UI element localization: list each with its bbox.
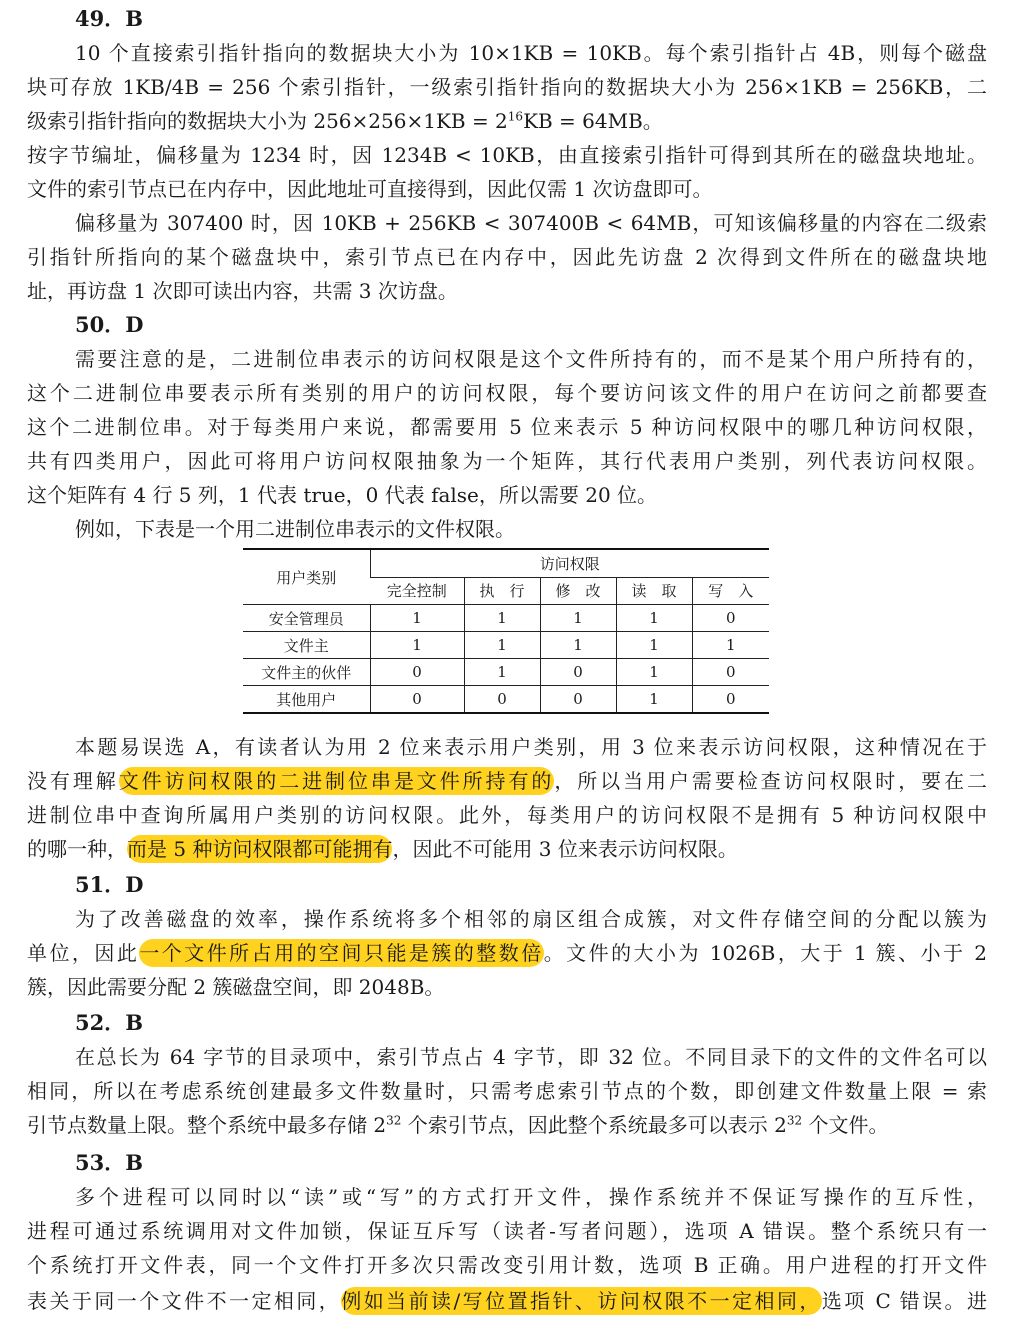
q51-line-1: 为了改善磁盘的效率，操作系统将多个相邻的扇区组合成簇，对文件存储空间的分配以簇为 (75, 907, 987, 931)
q52-line-2: 相同，所以在考虑系统创建最多文件数量时，只需考虑索引节点的个数，即创建文件数量上限 = 索 (27, 1079, 987, 1103)
col-header: 写 入 (692, 577, 769, 605)
row-name: 其他用户 (243, 686, 370, 714)
cell: 0 (692, 605, 769, 632)
q52-line-1: 在总长为 64 字节的目录项中，索引节点占 4 字节，即 32 位。不同目录下的文件的文件名可以 (75, 1045, 987, 1069)
row-name: 文件主 (243, 632, 370, 659)
q53-line-2: 进程可通过系统调用对文件加锁，保证互斥写（读者-写者问题），选项 A 错误。整个系统只有一 (27, 1219, 987, 1243)
q50-line-3: 这个二进制位串。对于每类用户来说，都需要用 5 位来表示 5 种访问权限中的哪几种访问权限， (27, 415, 987, 439)
cell: 1 (540, 632, 616, 659)
q51-line-2: 单位，因此一个文件所占用的空间只能是簇的整数倍。文件的大小为 1026B，大于 1 簇、小于 2 (27, 941, 987, 965)
cell: 1 (616, 659, 692, 686)
highlight: 而是 5 种访问权限都可能拥有 (127, 837, 393, 861)
q50-line-4: 共有四类用户，因此可将用户访问权限抽象为一个矩阵，其行代表用户类别，列代表访问权限。 (27, 449, 987, 473)
cell: 0 (692, 659, 769, 686)
table-row (243, 686, 769, 714)
col-header: 修 改 (540, 577, 616, 605)
table-row (243, 605, 769, 632)
cell: 1 (464, 605, 540, 632)
cell: 1 (464, 632, 540, 659)
q53-line-1: 多个进程可以同时以“读”或“写”的方式打开文件，操作系统并不保证写操作的互斥性， (75, 1185, 987, 1209)
q50-line-5: 这个矩阵有 4 行 5 列，1 代表 true，0 代表 false，所以需要 20 位。 (27, 483, 658, 507)
q53-line-3: 个系统打开文件表，同一个文件打开多次只需改变引用计数，选项 B 正确。用户进程的打开文件 (27, 1253, 987, 1277)
answer-50-label: 50．D (75, 312, 144, 337)
q49-line-5: 文件的索引节点已在内存中，因此地址可直接得到，因此仅需 1 次访盘即可。 (27, 177, 713, 201)
row-name: 文件主的伙伴 (243, 659, 370, 686)
q51-line-3: 簇，因此需要分配 2 簇磁盘空间，即 2048B。 (27, 975, 445, 999)
row-name: 安全管理员 (243, 605, 370, 632)
cell: 0 (540, 659, 616, 686)
q49-line-8: 址，再访盘 1 次即可读出内容，共需 3 次访盘。 (27, 279, 458, 303)
header-user-type: 用户类别 (243, 549, 370, 605)
table-row (243, 632, 769, 659)
col-header: 执 行 (464, 577, 540, 605)
q50-line-1: 需要注意的是，二进制位串表示的访问权限是这个文件所持有的，而不是某个用户所持有的， (75, 347, 987, 371)
cell: 1 (616, 686, 692, 714)
q49-line-6: 偏移量为 307400 时，因 10KB + 256KB < 307400B < 64MB，可知该偏移量的内容在二级索 (75, 211, 987, 235)
col-header: 读 取 (616, 577, 692, 605)
q49-line-3: 级索引指针指向的数据块大小为 $256\times 256\times 1KB = 2^{16}KB = 64MB$。 (27, 109, 663, 133)
cell: 1 (370, 632, 464, 659)
q50-para2-line-1: 本题易误选 A，有读者认为用 2 位来表示用户类别，用 3 位来表示访问权限，这种情况在于 (75, 735, 987, 759)
cell: 1 (692, 632, 769, 659)
cell: 0 (540, 686, 616, 714)
header-access: 访问权限 (370, 549, 769, 577)
q49-line-7: 引指针所指向的某个磁盘块中，索引节点已在内存中，因此先访盘 2 次得到文件所在的磁盘块地 (27, 245, 987, 269)
highlight: 文件访问权限的二进制位串是文件所持有的 (118, 769, 555, 793)
q53-line-4: 表关于同一个文件不一定相同，例如当前读/写位置指针、访问权限不一定相同，选项 C 错误。进 (27, 1289, 987, 1313)
col-header: 完全控制 (370, 577, 464, 605)
q50-para2-line-2: 没有理解文件访问权限的二进制位串是文件所持有的，所以当用户需要检查访问权限时，要在二 (27, 769, 987, 793)
answer-49-label: 49．B (75, 6, 143, 31)
q50-line-2: 这个二进制位串要表示所有类别的用户的访问权限，每个要访问该文件的用户在访问之前都要查 (27, 381, 987, 405)
permission-table (243, 548, 769, 714)
answer-52-label: 52．B (75, 1010, 143, 1035)
cell: 1 (370, 605, 464, 632)
q49-line-1: 10 个直接索引指针指向的数据块大小为 10×1KB = 10KB。每个索引指针占 4B，则每个磁盘 (75, 41, 987, 65)
cell: 1 (616, 632, 692, 659)
cell: 0 (464, 686, 540, 714)
q50-para2-line-3: 进制位串中查询所属用户类别的访问权限。此外，每类用户的访问权限不是拥有 5 种访问权限中 (27, 803, 987, 827)
q50-para2-line-4: 的哪一种，而是 5 种访问权限都可能拥有，因此不可能用 3 位来表示访问权限。 (27, 837, 738, 861)
cell: 1 (616, 605, 692, 632)
answer-51-label: 51．D (75, 872, 144, 897)
q49-line-2: 块可存放 1KB/4B = 256 个索引指针，一级索引指针指向的数据块大小为 256×1KB = 256KB，二 (27, 75, 987, 99)
highlight: 一个文件所占用的空间只能是簇的整数倍 (139, 941, 544, 965)
table-row (243, 659, 769, 686)
q50-line-6: 例如，下表是一个用二进制位串表示的文件权限。 (75, 517, 515, 541)
cell: 1 (464, 659, 540, 686)
cell: 1 (540, 605, 616, 632)
cell: 0 (692, 686, 769, 714)
q52-line-3: 引节点数量上限。整个系统中最多存储 $2^{32}$ 个索引节点，因此整个系统最多可以表示 $2^{32}$ 个文件。 (27, 1113, 889, 1137)
q49-line-4: 按字节编址，偏移量为 1234 时，因 1234B < 10KB，由直接索引指针可得到其所在的磁盘块地址。 (27, 143, 987, 167)
cell: 0 (370, 659, 464, 686)
answer-53-label: 53．B (75, 1150, 143, 1175)
cell: 0 (370, 686, 464, 714)
highlight: 例如当前读/写位置指针、访问权限不一定相同， (341, 1289, 822, 1313)
